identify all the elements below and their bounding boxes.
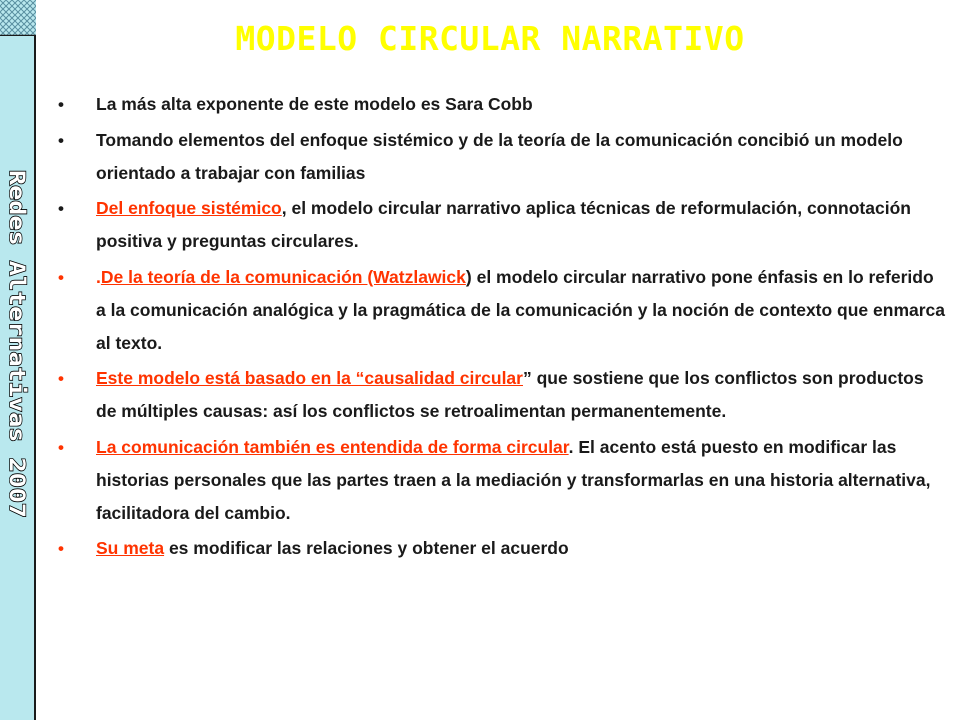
- bullet-text: es modificar las relaciones y obtener el acuerdo: [164, 538, 569, 558]
- bullet-item: [56, 261, 946, 360]
- bullet-item: [56, 362, 946, 428]
- bullet-text: La más alta exponente de este modelo es Sara Cobb: [96, 94, 533, 114]
- sidebar-strip: [0, 0, 36, 720]
- bullet-link[interactable]: Su meta: [96, 538, 165, 558]
- bullet-marker: •: [58, 369, 64, 388]
- bullet-marker: •: [58, 539, 64, 558]
- bullet-text: ) el modelo circular narrativo pone énfasis en lo referido a la comunicación analógica y la pragmática de la comunicación y la noción de contexto que enmarca al texto.: [96, 266, 946, 353]
- bullet-item: [56, 124, 946, 190]
- bullet-marker: •: [58, 199, 64, 218]
- bullet-marker: •: [58, 130, 64, 150]
- bullet-item: [56, 532, 946, 565]
- bullet-link[interactable]: Del enfoque sistémico: [96, 198, 282, 218]
- bullet-list: [56, 88, 946, 568]
- bullet-text: Tomando elementos del enfoque sistémico y de la teoría de la comunicación concibió un modelo orientado a trabajar con familias: [96, 129, 903, 183]
- bullet-link[interactable]: De la teoría de la comunicación (Watzlawick: [100, 266, 466, 287]
- bullet-item: [56, 431, 946, 530]
- bullet-marker: •: [58, 437, 64, 457]
- bullet-link[interactable]: La comunicación también es entendida de forma circular: [96, 436, 569, 457]
- bullet-item: [56, 192, 946, 258]
- bullet-text: ” que sostiene que los conflictos son productos de múltiples causas: así los conflictos se retroalimentan permanentemente.: [96, 368, 924, 421]
- bullet-prefix: .: [96, 266, 101, 287]
- bullet-link[interactable]: Este modelo está basado en la “causalidad circular: [96, 368, 523, 388]
- bullet-text: , el modelo circular narrativo aplica técnicas de reformulación, connotación positiva y preguntas circulares.: [96, 198, 911, 251]
- bullet-marker: •: [58, 267, 64, 287]
- vertical-watermark: [0, 170, 36, 520]
- page-title: MODELO CIRCULAR NARRATIVO: [235, 19, 745, 58]
- bullet-text: . El acento está puesto en modificar las historias personales que las partes traen a la mediación y transformarlas en una historia alternativa, facilitadora del cambio.: [96, 436, 931, 523]
- crosshatch-corner-icon: [0, 0, 36, 36]
- bullet-marker: •: [58, 95, 64, 114]
- sidebar-vertical-text: Redes Alternativas 2007: [5, 170, 29, 461]
- bullet-item: [56, 88, 946, 121]
